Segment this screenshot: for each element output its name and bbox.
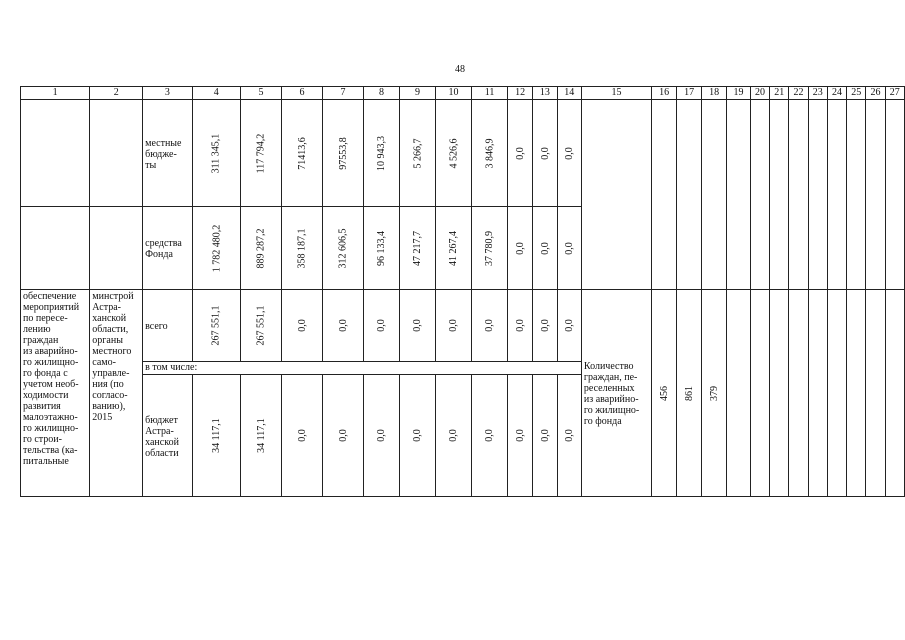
value-cell [241, 207, 282, 290]
cell-value: 0,0 [514, 146, 526, 160]
indicator-value-cell [702, 290, 727, 497]
header-cell: 5 [241, 87, 282, 100]
empty-cell [727, 290, 751, 497]
cell-value: 0,0 [337, 319, 349, 332]
cell-value: 0,0 [448, 429, 460, 442]
executor-cell [90, 290, 143, 497]
empty-cell [90, 100, 143, 207]
indicator-value: 861 [683, 385, 695, 401]
value-cell [192, 207, 241, 290]
empty-cell [21, 207, 90, 290]
cell-value: 0,0 [484, 319, 496, 332]
value-cell [436, 100, 472, 207]
empty-cell [789, 290, 808, 497]
header-cell: 24 [827, 87, 846, 100]
value-cell [364, 375, 400, 497]
executor-text: минстрой Астра- ханской области, органы местного само- управле- ния (по согласо- ванию), 2015 [92, 291, 134, 423]
cell-value: 0,0 [484, 429, 496, 442]
row-local-budgets [21, 100, 905, 207]
value-cell [557, 100, 581, 207]
header-cell: 18 [702, 87, 727, 100]
cell-value: 0,0 [376, 429, 388, 442]
measure-name-cell [21, 290, 90, 497]
header-cell: 11 [472, 87, 508, 100]
cell-value: 0,0 [448, 319, 460, 332]
header-cell: 15 [581, 87, 651, 100]
row-label: средства Фонда [143, 207, 192, 290]
cell-value: 267 551,1 [255, 305, 267, 346]
cell-value: 267 551,1 [210, 305, 222, 346]
header-cell: 16 [652, 87, 677, 100]
header-cell: 12 [508, 87, 533, 100]
cell-value: 47 217,7 [412, 230, 424, 266]
value-cell [400, 290, 436, 362]
value-cell [192, 100, 241, 207]
empty-cell [652, 100, 677, 290]
empty-cell [827, 100, 846, 290]
header-cell: 19 [727, 87, 751, 100]
cell-value: 0,0 [539, 241, 551, 255]
cell-value: 0,0 [296, 429, 308, 442]
cell-value: 10 943,3 [376, 135, 388, 171]
value-cell [557, 375, 581, 497]
value-cell [508, 207, 533, 290]
cell-value: 117 794,2 [255, 133, 267, 173]
cell-value: 0,0 [563, 146, 575, 160]
empty-cell [21, 100, 90, 207]
header-cell: 26 [866, 87, 885, 100]
cell-value: 0,0 [539, 429, 551, 442]
cell-value: 0,0 [539, 319, 551, 332]
value-cell [241, 290, 282, 362]
value-cell [400, 375, 436, 497]
header-cell: 6 [282, 87, 323, 100]
value-cell [364, 100, 400, 207]
header-row [21, 87, 905, 100]
value-cell [323, 100, 364, 207]
empty-cell [866, 290, 885, 497]
row-total [21, 290, 905, 362]
cell-value: 0,0 [412, 319, 424, 332]
empty-cell [866, 100, 885, 290]
including-label: в том числе: [145, 362, 198, 373]
header-cell: 2 [90, 87, 143, 100]
cell-value: 34 117,1 [255, 418, 267, 453]
empty-cell [885, 100, 904, 290]
budget-table [20, 86, 905, 497]
row-label: бюджет Астра- ханской области [143, 375, 192, 497]
cell-value: 97553,8 [337, 136, 349, 170]
value-cell [557, 290, 581, 362]
value-cell [472, 290, 508, 362]
value-cell [533, 100, 557, 207]
cell-value: 3 846,9 [484, 138, 496, 168]
value-cell [400, 207, 436, 290]
value-cell [508, 100, 533, 207]
empty-cell [581, 100, 651, 290]
value-cell [533, 290, 557, 362]
cell-value: 96 133,4 [376, 230, 388, 266]
cell-value: 0,0 [563, 319, 575, 332]
header-cell: 17 [677, 87, 702, 100]
header-cell: 25 [847, 87, 866, 100]
value-cell [557, 207, 581, 290]
empty-cell [847, 290, 866, 497]
header-cell: 8 [364, 87, 400, 100]
including-label-cell [143, 362, 582, 375]
cell-value: 0,0 [514, 241, 526, 255]
value-cell [241, 375, 282, 497]
value-cell [282, 290, 323, 362]
cell-value: 71413,6 [296, 136, 308, 170]
cell-value: 0,0 [376, 319, 388, 332]
value-cell [472, 375, 508, 497]
header-cell: 3 [143, 87, 192, 100]
cell-value: 41 267,4 [448, 230, 460, 266]
cell-value: 5 266,7 [412, 138, 424, 168]
empty-cell [770, 290, 789, 497]
header-cell: 10 [436, 87, 472, 100]
header-cell: 23 [808, 87, 827, 100]
empty-cell [789, 100, 808, 290]
cell-value: 0,0 [514, 319, 526, 332]
header-cell: 22 [789, 87, 808, 100]
header-cell: 1 [21, 87, 90, 100]
value-cell [323, 375, 364, 497]
cell-value: 0,0 [337, 429, 349, 442]
value-cell [533, 375, 557, 497]
cell-value: 0,0 [563, 241, 575, 255]
cell-value: 312 606,5 [337, 228, 349, 268]
cell-value: 0,0 [563, 429, 575, 442]
value-cell [282, 375, 323, 497]
indicator-value: 456 [658, 385, 670, 401]
cell-value: 34 117,1 [210, 418, 222, 453]
cell-value: 358 187,1 [296, 228, 308, 268]
indicator-value-cell [677, 290, 702, 497]
value-cell [508, 290, 533, 362]
empty-cell [727, 100, 751, 290]
empty-cell [702, 100, 727, 290]
header-cell: 7 [323, 87, 364, 100]
cell-value: 4 526,6 [448, 138, 460, 168]
empty-cell [90, 207, 143, 290]
header-cell: 14 [557, 87, 581, 100]
cell-value: 0,0 [412, 429, 424, 442]
header-cell: 13 [533, 87, 557, 100]
value-cell [323, 207, 364, 290]
row-label: местные бюдже- ты [143, 100, 192, 207]
cell-value: 37 780,9 [484, 230, 496, 266]
value-cell [472, 207, 508, 290]
empty-cell [750, 100, 769, 290]
empty-cell [770, 100, 789, 290]
value-cell [323, 290, 364, 362]
value-cell [192, 375, 241, 497]
header-cell: 4 [192, 87, 241, 100]
row-label: всего [143, 290, 192, 362]
value-cell [436, 207, 472, 290]
value-cell [282, 207, 323, 290]
empty-cell [808, 290, 827, 497]
indicator-value-cell [652, 290, 677, 497]
value-cell [192, 290, 241, 362]
header-cell: 27 [885, 87, 904, 100]
indicator-value: 379 [708, 385, 720, 401]
page-number: 48 [455, 64, 465, 75]
empty-cell [808, 100, 827, 290]
value-cell [436, 290, 472, 362]
empty-cell [885, 290, 904, 497]
cell-value: 0,0 [539, 146, 551, 160]
value-cell [400, 100, 436, 207]
value-cell [364, 207, 400, 290]
value-cell [364, 290, 400, 362]
empty-cell [750, 290, 769, 497]
cell-value: 889 287,2 [255, 228, 267, 268]
empty-cell [847, 100, 866, 290]
header-cell: 21 [770, 87, 789, 100]
value-cell [472, 100, 508, 207]
value-cell [533, 207, 557, 290]
indicator-cell [581, 290, 651, 497]
empty-cell [827, 290, 846, 497]
value-cell [282, 100, 323, 207]
header-cell: 9 [400, 87, 436, 100]
value-cell [436, 375, 472, 497]
value-cell [241, 100, 282, 207]
header-cell: 20 [750, 87, 769, 100]
value-cell [508, 375, 533, 497]
empty-cell [677, 100, 702, 290]
cell-value: 0,0 [514, 429, 526, 442]
cell-value: 311 345,1 [210, 133, 222, 173]
indicator-text: Количество граждан, пе- реселенных из аварийно- го жилищно- го фонда [583, 360, 640, 427]
cell-value: 0,0 [296, 319, 308, 332]
measure-name: обеспечение мероприятий по пересе- лению граждан из аварийно- го жилищно- го фонда с учетом необ- ходимости развития малоэтажно- го жилищно- го строи- тельства (ка- питальные [23, 291, 80, 467]
cell-value: 1 782 480,2 [210, 224, 222, 272]
